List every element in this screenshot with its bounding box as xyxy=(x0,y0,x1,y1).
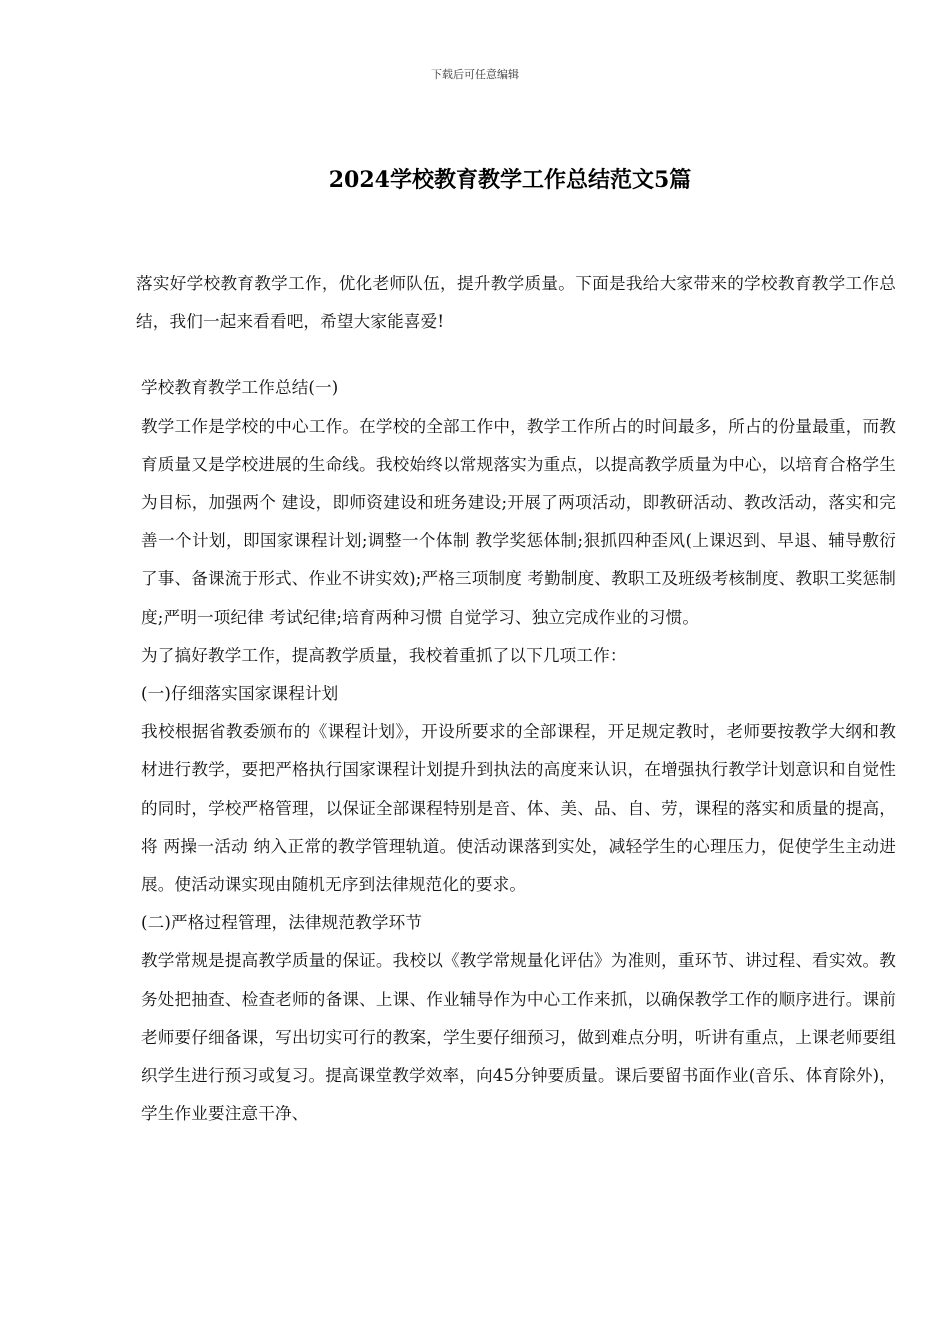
body-paragraph: 教学常规是提高教学质量的保证。我校以《教学常规量化评估》为准则，重环节、讲过程、看实效。教务处把抽查、检查老师的备课、上课、作业辅导作为中心工作来抓，以确保教学工作的顺序进行。课前老师要仔细备课，写出切实可行的教案，学生要仔细预习，做到难点分明，听讲有重点，上课老师要组织学生进行预习或复习。提高课堂教学效率，向45分钟要质量。课后要留书面作业(音乐、体育除外)，学生作业要注意干净、 xyxy=(141,951,896,1124)
body-paragraph: 教学工作是学校的中心工作。在学校的全部工作中，教学工作所占的时间最多，所占的份量最重，而教育质量又是学校进展的生命线。我校始终以常规落实为重点，以提高教学质量为中心，以培育合格学生为目标，加强两个 建设，即师资建设和班务建设;开展了两项活动，即教研活动、教改活动，落实和完善一个计划，即国家课程计划;调整一个体制 教学奖惩体制;狠抓四种歪风(上课迟到、早退、辅导敷衍了事、备课流于形式、作业不讲实效);严格三项制度 考勤制度、教职工及班级考核制度、教职工奖惩制度;严明一项纪律 考试纪律;培育两种习惯 自觉学习、独立完成作业的习惯。 xyxy=(141,416,896,627)
subsection-heading: (二)严格过程管理，法律规范教学环节 xyxy=(141,913,423,933)
document-body xyxy=(136,265,896,1133)
subsection-heading: (一)仔细落实国家课程计划 xyxy=(141,684,339,704)
body-paragraph: 我校根据省教委颁布的《课程计划》，开设所要求的全部课程，开足规定教时，老师要按教学大纲和教材进行教学，要把严格执行国家课程计划提升到执法的高度来认识，在增强执行教学计划意识和自觉性的同时，学校严格管理，以保证全部课程特别是音、体、美、品、自、劳，课程的落实和质量的提高，将 两操一活动 纳入正常的教学管理轨道。使活动课落到实处，减轻学生的心理压力，促使学生主动进展。使活动课实现由随机无序到法律规范化的要求。 xyxy=(141,722,896,895)
body-paragraph: 为了搞好教学工作，提高教学质量，我校着重抓了以下几项工作： xyxy=(141,645,627,665)
header-note: 下载后可任意编辑 xyxy=(431,68,519,81)
document-title: 2024学校教育教学工作总结范文5篇 xyxy=(328,167,692,193)
section-heading: 学校教育教学工作总结(一) xyxy=(141,378,339,398)
intro-paragraph: 落实好学校教育教学工作，优化老师队伍，提升教学质量。下面是我给大家带来的学校教育教学工作总结，我们一起来看看吧，希望大家能喜爱! xyxy=(136,274,896,332)
